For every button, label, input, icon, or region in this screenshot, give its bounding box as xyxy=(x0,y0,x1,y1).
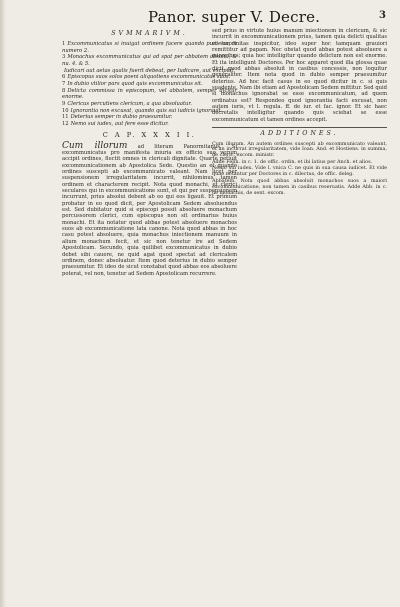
chapter-body xyxy=(62,140,237,277)
summarium-item xyxy=(62,121,237,127)
page-binding-edge xyxy=(0,0,6,607)
summarium-item xyxy=(62,81,237,87)
summarium-item-text: Delicta commissa in episcopum, vel abbatem, semper dicitur enorme. xyxy=(62,87,237,101)
summarium-item-number: 11 xyxy=(62,114,69,121)
summarium-item-number: 8 xyxy=(62,87,66,94)
summarium-item-text: Excommunicatus si inuigat ordinem facere quando punietur, & numero 2. xyxy=(62,41,237,54)
chapter-title: C A P. X X X I I. xyxy=(102,131,197,140)
additio-item: Abbatem. Nota quod abbas absoluit monachos suos a maiori excommunicatione, non tamen in casibus reseruatis. Adde Abb. in c. de monachis, de sent. excom. xyxy=(212,177,387,196)
summarium-list xyxy=(62,41,237,127)
summarium-item-number: 12 xyxy=(62,120,69,127)
summarium-item xyxy=(62,108,237,114)
right-column-body: sed prius in virtute huius manum iniectionem in clericum, & sic incurrit in excommunicationem prius, tamen quia delicti qualitas et enormitas inspicitur, ideo super hoc tamquam grauiori remittitur ad papam. Nec obstat quod abbas potest absoluere a minoribus; quia hoc intelligitur quando delictum non est enorme. Et ita intelligunt Doctores. Per hoc apparet quod illa glossa quae dicit quod abbas absoluit in casibus concessis, non loquitur generaliter. Item nota quod in dubio semper praesumitur deterius. Ad hoc facit casus in eo quod dicitur in c. si quis suadente. Nam ibi etiam ad Apostolicam Sedem mittitur. Sed quid si monachus ignorabat se esse excommunicatum, ad quem ordinatus est? Respondeo quod ignorantia facti excusat, non autem iuris, vt l. regula. ff. de iur. et fac. ignor. Et sic haec decretalis intelligitur quando quis sciebat se esse excommunicatum et tamen ordines accepit. xyxy=(212,28,387,123)
additio-item: Cum illorum. An autem ordines suscepti ab excommunicato valeant, et an incurrat irregularitatem, vide Ioan. And. et Hostiens. in summa, de cleric. excom. ministr. xyxy=(212,140,387,159)
summarium-item-number: 9 xyxy=(62,100,66,107)
summarium-item-number: 10 xyxy=(62,107,69,114)
summarium-item-number: 1 xyxy=(62,41,66,48)
summarium-item-text: Ignorantia non excusat, quando quis sui iudicis ignorauit. xyxy=(70,107,223,114)
right-column xyxy=(212,28,387,197)
summarium-item-text: Iudicari aut aetas qualis fuerit debeat, per Iudicare, aut excipiat. xyxy=(64,67,236,74)
summarium-item xyxy=(62,68,237,74)
summarium-item-text: In dubio vtilior pars quod quis excommunicatus sit. xyxy=(67,80,203,87)
page-header xyxy=(0,8,400,30)
summarium-item-text: Deterius semper in dubio praesumitur. xyxy=(70,114,173,121)
summarium-item-text: Monachus excommunicatus qui ad spat per abbatem absolui, & nu. 4. & 5. xyxy=(62,54,237,67)
chapter-text: ad literam Panormitanus. Si excommunicatus pro manifesta iniuria ex officio suo verum accipit ordines, flectit omnes in clericali dignitate. Quarte petiuit excommunicationem ab Apostolica Sede. Questio an et quando ordines suscepti ab excommunicato valeant. Nam licet per suspensionem irregularitatem incurrit, nihilominus tamen ordinem et characterem recipit. Nota quod monachi, et clerici seculares qui in excommunicatione sunt, et qui per suspensionem incurrunt, prius absolui debent ab eo qui eos ligauit. Et primum probatur in eo quod dicit, per Apostolicam Sedem absoluendus est. Sed dubitatur quid si episcopi possit absoluere monachum percussorem clerici, cum episcopus non sit ordinarius huius monachi. Et ita notatur quod abbas potest absoluere monachos suos ab excommunicatione lata canone. Nota quod abbas in hoc casu potest absoluere, quia monachus iniectionem manuum in alium monachum fecit, et sic non tenetur ire ad Sedem Apostolicam. Secundo, quia quilibet excommunicatus in dubio debet sibi cauere, ne quid agat quod spectat ad clericalem ordinem, donec absoluatur. Item quod deterius in dubio semper praesumitur. Et ideo de sicut constabat quod abbas eos absoluere poterat, vel non, tenetur ad Sedem Apostolicam recurrere. xyxy=(62,143,237,277)
summarium-item-text: Clericus percutiens clericum, a qua absoluatur. xyxy=(67,100,192,107)
summarium-item-number: 7 xyxy=(62,80,66,87)
additiones-heading: ADDITIONES. xyxy=(260,130,339,138)
additio-item: Nemo sui iudex. Vide l. vnica C. ne quis in sua causa iudicet. Et vide quae notantur per Doctores in c. dilectus, de offic. deleg. xyxy=(212,165,387,178)
summarium-item-text: Episcopus suos solos poeni aliquotiens excommunicatus suos. xyxy=(67,74,231,81)
divider xyxy=(212,127,387,128)
additio-item: Adde Felin. in c. 1. de offic. ordin. et ibi latius per Anch. et alios. xyxy=(212,158,373,165)
summarium-item xyxy=(62,101,237,107)
summarium-item-number: 3 xyxy=(62,54,66,61)
summarium-heading: SVMMARIVM. xyxy=(111,30,188,37)
additiones-list xyxy=(212,142,387,197)
chapter-lead-word: Cum illorum xyxy=(62,140,128,151)
left-column xyxy=(62,28,237,278)
summarium-item xyxy=(62,41,237,54)
summarium-item xyxy=(62,54,237,67)
running-head: Panor. super V. Decre. xyxy=(148,8,321,26)
summarium-item xyxy=(62,88,237,101)
page-number: 3 xyxy=(379,10,386,21)
summarium-item-number: 6 xyxy=(62,74,66,81)
summarium-item-text: Nemo sui iudex, aut fere esse dicitur. xyxy=(70,120,169,127)
summarium-item xyxy=(62,114,237,120)
summarium-item xyxy=(62,74,237,80)
